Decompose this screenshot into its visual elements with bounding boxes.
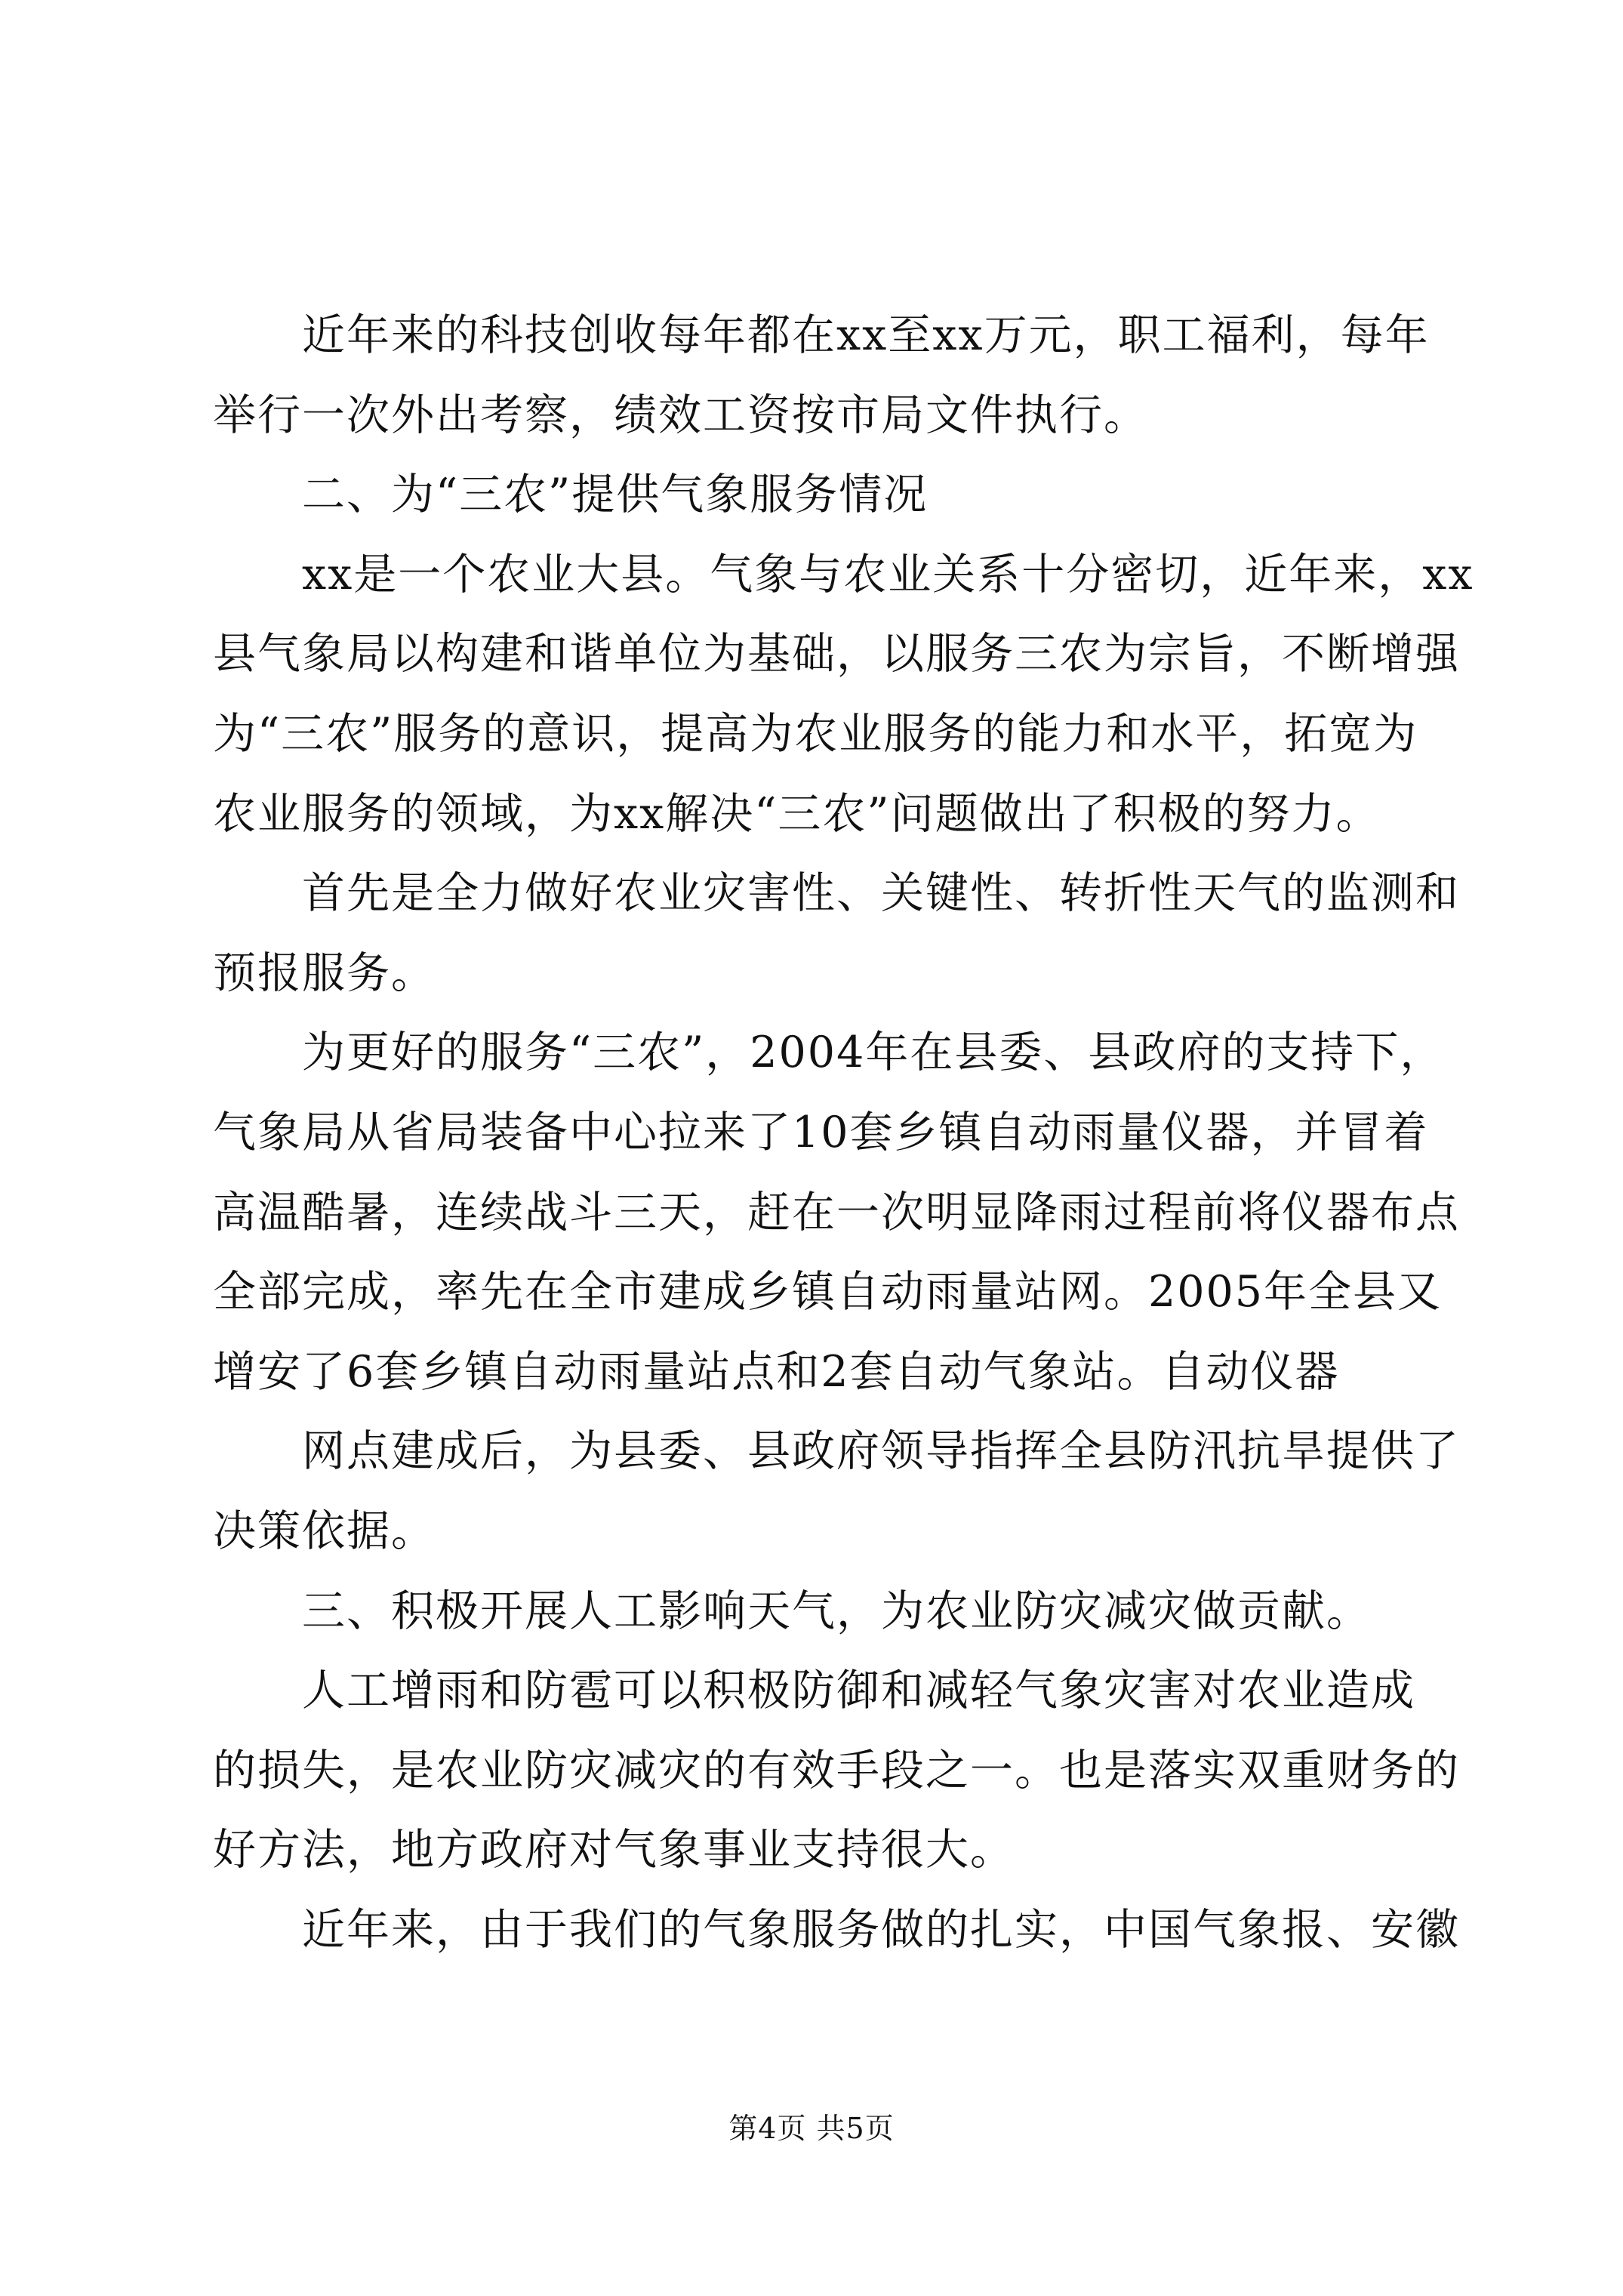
paragraph-monitoring [213, 854, 1460, 1013]
page-footer: 第4页 共5页 [728, 2112, 895, 2145]
text-line: 为“三农”服务的意识，提高为农业服务的能力和水平，拓宽为 [213, 708, 1418, 759]
text-line: 农业服务的领域，为xx解决“三农”问题做出了积极的努力。 [213, 788, 1381, 839]
text-line: 为更好的服务“三农”，2004年在县委、县政府的支持下， [302, 1028, 1445, 1078]
text-line: xx是一个农业大县。气象与农业关系十分密切，近年来，xx [302, 549, 1474, 599]
text-line: 举行一次外出考察，绩效工资按市局文件执行。 [213, 390, 1148, 440]
section-heading-two [213, 455, 1430, 535]
section-heading-three [213, 1572, 1430, 1652]
paragraph-tech-income [213, 296, 1430, 455]
paragraph-decision-basis [213, 1412, 1460, 1571]
text-line: 预报服务。 [213, 948, 436, 998]
text-line: 全部完成，率先在全市建成乡镇自动雨量站网。2005年全县又 [213, 1267, 1443, 1318]
text-line: 决策依据。 [213, 1505, 436, 1556]
paragraph-weather-modification [213, 1651, 1460, 1891]
text-line: 网点建成后，为县委、县政府领导指挥全县防汛抗旱提供了 [302, 1426, 1460, 1477]
text-line: 的损失，是农业防灾减灾的有效手段之一。也是落实双重财务的 [213, 1745, 1460, 1795]
paragraph-agriculture-county [213, 535, 1474, 854]
paragraph-recent-years [213, 1891, 1460, 1971]
text-line: 增安了6套乡镇自动雨量站点和2套自动气象站。自动仪器 [213, 1346, 1340, 1397]
text-line: 近年来，由于我们的气象服务做的扎实，中国气象报、安徽 [302, 1904, 1460, 1955]
text-line: 首先是全力做好农业灾害性、关键性、转折性天气的监测和 [302, 868, 1460, 919]
text-line: 高温酷暑，连续战斗三天，赶在一次明显降雨过程前将仪器布点 [213, 1187, 1460, 1237]
text-line: 人工增雨和防雹可以积极防御和减轻气象灾害对农业造成 [302, 1666, 1415, 1716]
text-line: 好方法，地方政府对气象事业支持很大。 [213, 1825, 1015, 1875]
heading-text: 三、积极开展人工影响天气，为农业防灾减灾做贡献。 [302, 1586, 1371, 1636]
document-body [213, 296, 1474, 1970]
text-line: 县气象局以构建和谐单位为基础，以服务三农为宗旨，不断增强 [213, 629, 1460, 680]
heading-text: 二、为“三农”提供气象服务情况 [302, 470, 929, 520]
paragraph-rain-gauges [213, 1013, 1460, 1412]
text-line: 近年来的科技创收每年都在xx至xx万元，职工福利，每年 [302, 310, 1430, 360]
text-line: 气象局从省局装备中心拉来了10套乡镇自动雨量仪器，并冒着 [213, 1107, 1429, 1157]
